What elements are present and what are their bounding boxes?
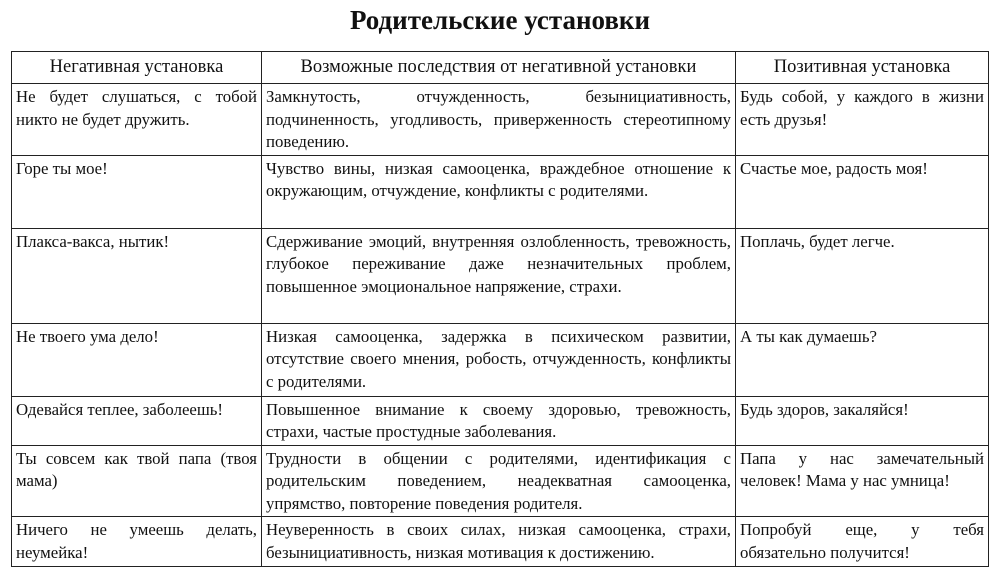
table-row	[12, 323, 989, 396]
consequences-cell: Повышенное внимание к своему здоровью, тревожность, страхи, частые простудные заболевания.	[262, 396, 736, 445]
negative-attitude-cell: Не будет слушаться, с тобой никто не будет дружить.	[12, 84, 262, 156]
consequences-cell: Неуверенность в своих силах, низкая самооценка, страхи, безынициативность, низкая мотивация к достижению.	[262, 517, 736, 567]
page-title: Родительские установки	[349, 5, 651, 35]
positive-attitude-cell: А ты как думаешь?	[736, 323, 989, 396]
table-header-row	[12, 52, 989, 84]
consequences-cell: Замкнутость, отчужденность, безынициативность, подчиненность, угодливость, приверженность стереотипному поведению.	[262, 84, 736, 156]
negative-attitude-cell: Плакса-вакса, нытик!	[12, 228, 262, 323]
table-row	[12, 84, 989, 156]
positive-attitude-cell: Попробуй еще, у тебя обязательно получится!	[736, 517, 989, 567]
column-header-negative: Негативная установка	[12, 52, 262, 84]
negative-attitude-cell: Не твоего ума дело!	[12, 323, 262, 396]
column-header-positive: Позитивная установка	[736, 52, 989, 84]
negative-attitude-cell: Ты совсем как твой папа (твоя мама)	[12, 445, 262, 517]
positive-attitude-cell: Поплачь, будет легче.	[736, 228, 989, 323]
positive-attitude-cell: Будь собой, у каждого в жизни есть друзья!	[736, 84, 989, 156]
negative-attitude-cell: Ничего не умеешь делать, неумейка!	[12, 517, 262, 567]
positive-attitude-cell: Папа у нас замечательный человек! Мама у нас умница!	[736, 445, 989, 517]
column-header-consequences: Возможные последствия от негативной установки	[262, 52, 736, 84]
positive-attitude-cell: Счастье мое, радость моя!	[736, 155, 989, 228]
table-row	[12, 396, 989, 445]
negative-attitude-cell: Одевайся теплее, заболеешь!	[12, 396, 262, 445]
negative-attitude-cell: Горе ты мое!	[12, 155, 262, 228]
consequences-cell: Чувство вины, низкая самооценка, враждебное отношение к окружающим, отчуждение, конфликты с родителями.	[262, 155, 736, 228]
parental-attitudes-table	[11, 51, 989, 567]
table-row	[12, 517, 989, 567]
consequences-cell: Трудности в общении с родителями, идентификация с родительским поведением, неадекватная самооценка, упрямство, повторение поведения родителя.	[262, 445, 736, 517]
table-row	[12, 155, 989, 228]
table-row	[12, 445, 989, 517]
table-row	[12, 228, 989, 323]
consequences-cell: Сдерживание эмоций, внутренняя озлобленность, тревожность, глубокое переживание даже незначительных проблем, повышенное эмоциональное напряжение, страхи.	[262, 228, 736, 323]
consequences-cell: Низкая самооценка, задержка в психическом развитии, отсутствие своего мнения, робость, отчужденность, конфликты с родителями.	[262, 323, 736, 396]
positive-attitude-cell: Будь здоров, закаляйся!	[736, 396, 989, 445]
